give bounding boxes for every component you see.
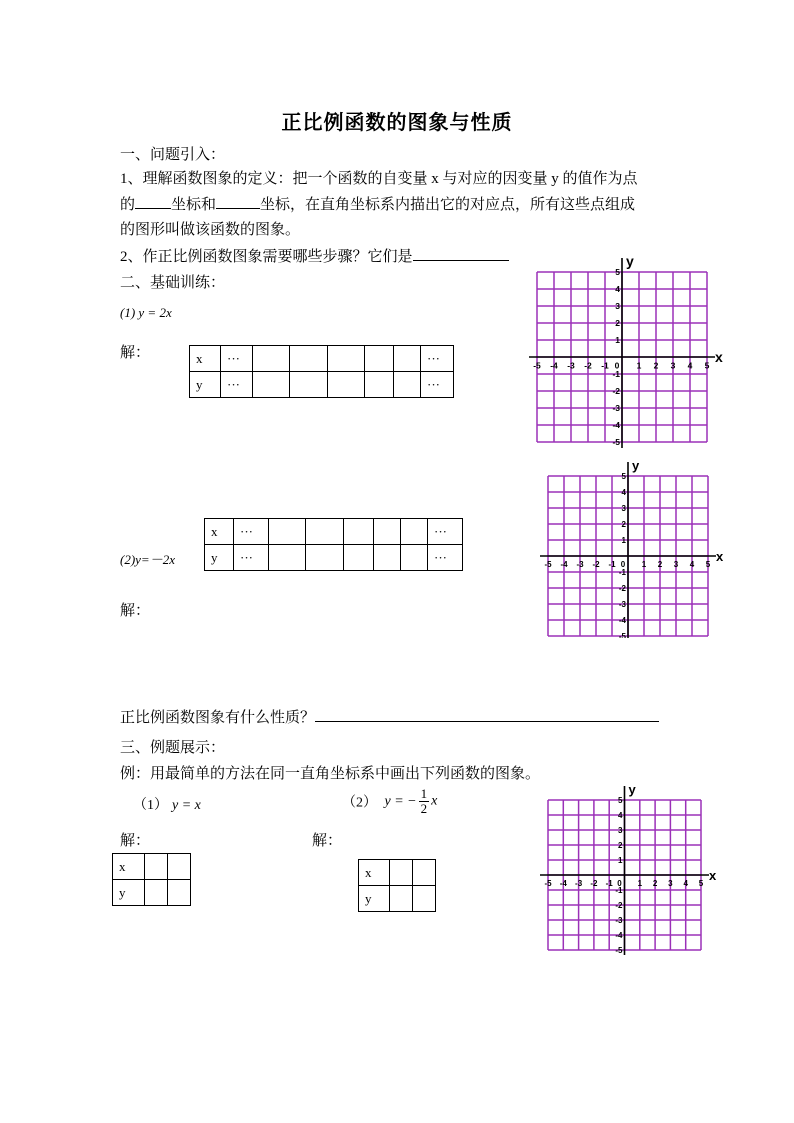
table-cell: y [190,372,221,398]
table-cell [145,880,168,906]
table-cell [365,372,394,398]
coordinate-grid [527,250,732,448]
function-2: （2） y = − $\frac{1}{2}$ x [342,786,438,816]
y-tick-label: 1 [618,855,623,865]
y-tick-label: 4 [615,283,620,294]
x-tick-label: -3 [575,879,583,888]
table-cell [374,545,401,571]
coordinate-grid [540,454,730,638]
x-tick-label: -4 [550,360,558,371]
x-tick-label: -3 [567,360,575,371]
x-tick-label: 4 [689,560,695,569]
y-tick-label: 1 [621,535,626,545]
y-tick-label: 3 [621,503,626,513]
y-tick-label: -1 [612,368,620,379]
table-cell: ··· [234,519,269,545]
value-table-1 [189,345,454,398]
question-2: 2、作正比例函数图象需要哪些步骤？它们是 [120,245,509,266]
table-cell: ··· [421,346,454,372]
y-tick-label: -1 [618,567,626,577]
x-tick-label: 4 [683,879,688,888]
x-tick-label: -1 [608,560,616,569]
y-tick-label: -4 [615,930,623,940]
item-2-solve: 解： [120,603,151,619]
y-tick-label: -3 [618,599,626,609]
y-tick-label: -3 [615,915,623,925]
table-cell: ··· [221,346,253,372]
y-tick-label: -2 [615,900,623,910]
table-cell: ··· [421,372,454,398]
x-tick-label: -2 [592,560,600,569]
x-tick-label: -4 [559,879,567,888]
table-cell [394,346,421,372]
table-cell [328,372,365,398]
example-text: 例：用最简单的方法在同一直角坐标系中画出下列函数的图象。 [120,766,541,782]
y-tick-label: -5 [615,945,623,955]
example-solve-2: 解： [312,833,343,849]
x-tick-label: -5 [544,560,552,569]
table-cell [394,372,421,398]
y-tick-label: 2 [618,840,623,850]
table-cell: x [113,854,145,880]
table-cell [253,372,290,398]
table-cell: ··· [428,519,463,545]
table-cell [390,860,413,886]
x-tick-label: 5 [705,560,711,569]
x-tick-label: -5 [544,879,552,888]
x-tick-label: -2 [590,879,598,888]
x-tick-label: 2 [652,879,658,888]
item-2-label: (2)y=－2x [120,552,175,567]
y-tick-label: -4 [618,615,626,625]
blank-line [135,194,171,209]
y-tick-label: 5 [618,795,623,805]
x-tick-label: 3 [668,879,673,888]
table-cell: y [359,886,390,912]
question-1-line-2: 的 坐标和 坐标，在直角坐标系内描出它的对应点，所有这些点组成 [120,193,635,214]
x-tick-label: 5 [698,879,704,888]
y-tick-label: 3 [618,825,623,835]
x-tick-label: 0 [620,560,626,569]
item-1-solve: 解： [120,345,151,361]
y-tick-label: 1 [615,334,620,345]
blank-line [413,246,509,261]
y-tick-label: 2 [621,519,626,529]
table-cell [306,519,344,545]
table-cell [145,854,168,880]
table-cell [390,886,413,912]
y-tick-label: -2 [618,583,626,593]
table-cell [290,372,328,398]
x-tick-label: 1 [637,879,643,888]
x-tick-label: 0 [617,879,622,888]
y-tick-label: 4 [621,487,626,497]
y-tick-label: 4 [618,810,623,820]
x-tick-label: 1 [636,360,642,371]
y-axis-label: y [632,458,640,473]
property-question: 正比例函数图象有什么性质？ [120,706,659,727]
x-tick-label: -4 [560,560,568,569]
x-axis-label: x [709,868,717,883]
table-cell [290,346,328,372]
item-1-label: (1) y = 2x [120,305,172,320]
y-tick-label: -2 [612,385,620,396]
value-table-2 [204,518,463,571]
table-cell [344,545,374,571]
value-table-3 [112,853,191,906]
table-cell [306,545,344,571]
x-axis-label: x [716,549,724,564]
y-tick-label: 2 [615,317,620,328]
y-axis-label: y [626,253,634,269]
table-cell [401,519,428,545]
question-1-line-1: 1、理解函数图象的定义：把一个函数的自变量 x 与对应的因变量 y 的值作为点 [120,171,638,187]
y-tick-label: -3 [612,402,620,413]
function-1: （1） y = x [133,798,201,813]
blank-line [216,194,260,209]
y-tick-label: -5 [618,631,626,638]
table-cell [401,545,428,571]
y-tick-label: 5 [615,266,620,277]
example-solve-1: 解： [120,833,151,849]
table-cell: y [113,880,145,906]
table-cell: x [205,519,234,545]
table-cell [413,860,436,886]
y-tick-label: -4 [612,419,620,430]
table-cell [413,886,436,912]
x-tick-label: 3 [670,360,676,371]
table-cell [168,854,191,880]
table-cell: ··· [428,545,463,571]
table-cell: x [190,346,221,372]
value-table-4 [358,859,436,912]
question-1-line-3: 的图形叫做该函数的图象。 [120,222,301,238]
section-heading-basic: 二、基础训练： [120,275,226,291]
x-tick-label: 4 [687,360,693,371]
x-tick-label: 2 [653,360,659,371]
x-tick-label: 1 [641,560,647,569]
x-tick-label: -1 [605,879,613,888]
y-axis-label: y [628,782,636,797]
table-cell [328,346,365,372]
table-cell: x [359,860,390,886]
x-tick-label: 2 [657,560,663,569]
table-cell [344,519,374,545]
section-heading-intro: 一、问题引入： [120,147,226,163]
x-tick-label: -3 [576,560,584,569]
table-cell [269,545,306,571]
x-tick-label: -5 [533,360,541,371]
table-cell: ··· [234,545,269,571]
y-tick-label: -1 [615,885,623,895]
table-cell [253,346,290,372]
blank-line [315,707,659,722]
x-tick-label: -1 [601,360,609,371]
table-cell: ··· [221,372,253,398]
x-axis-label: x [715,349,723,365]
coordinate-grid [540,779,720,955]
x-tick-label: 5 [704,360,710,371]
table-cell: y [205,545,234,571]
page-title: 正比例函数的图象与性质 [281,112,513,134]
y-tick-label: 5 [621,471,626,481]
table-cell [374,519,401,545]
table-cell [269,519,306,545]
x-tick-label: -2 [584,360,592,371]
table-cell [168,880,191,906]
x-tick-label: 0 [614,360,620,371]
table-cell [365,346,394,372]
y-tick-label: 3 [615,300,620,311]
x-tick-label: 3 [673,560,679,569]
y-tick-label: -5 [612,436,620,447]
section-heading-example: 三、例题展示： [120,740,226,756]
